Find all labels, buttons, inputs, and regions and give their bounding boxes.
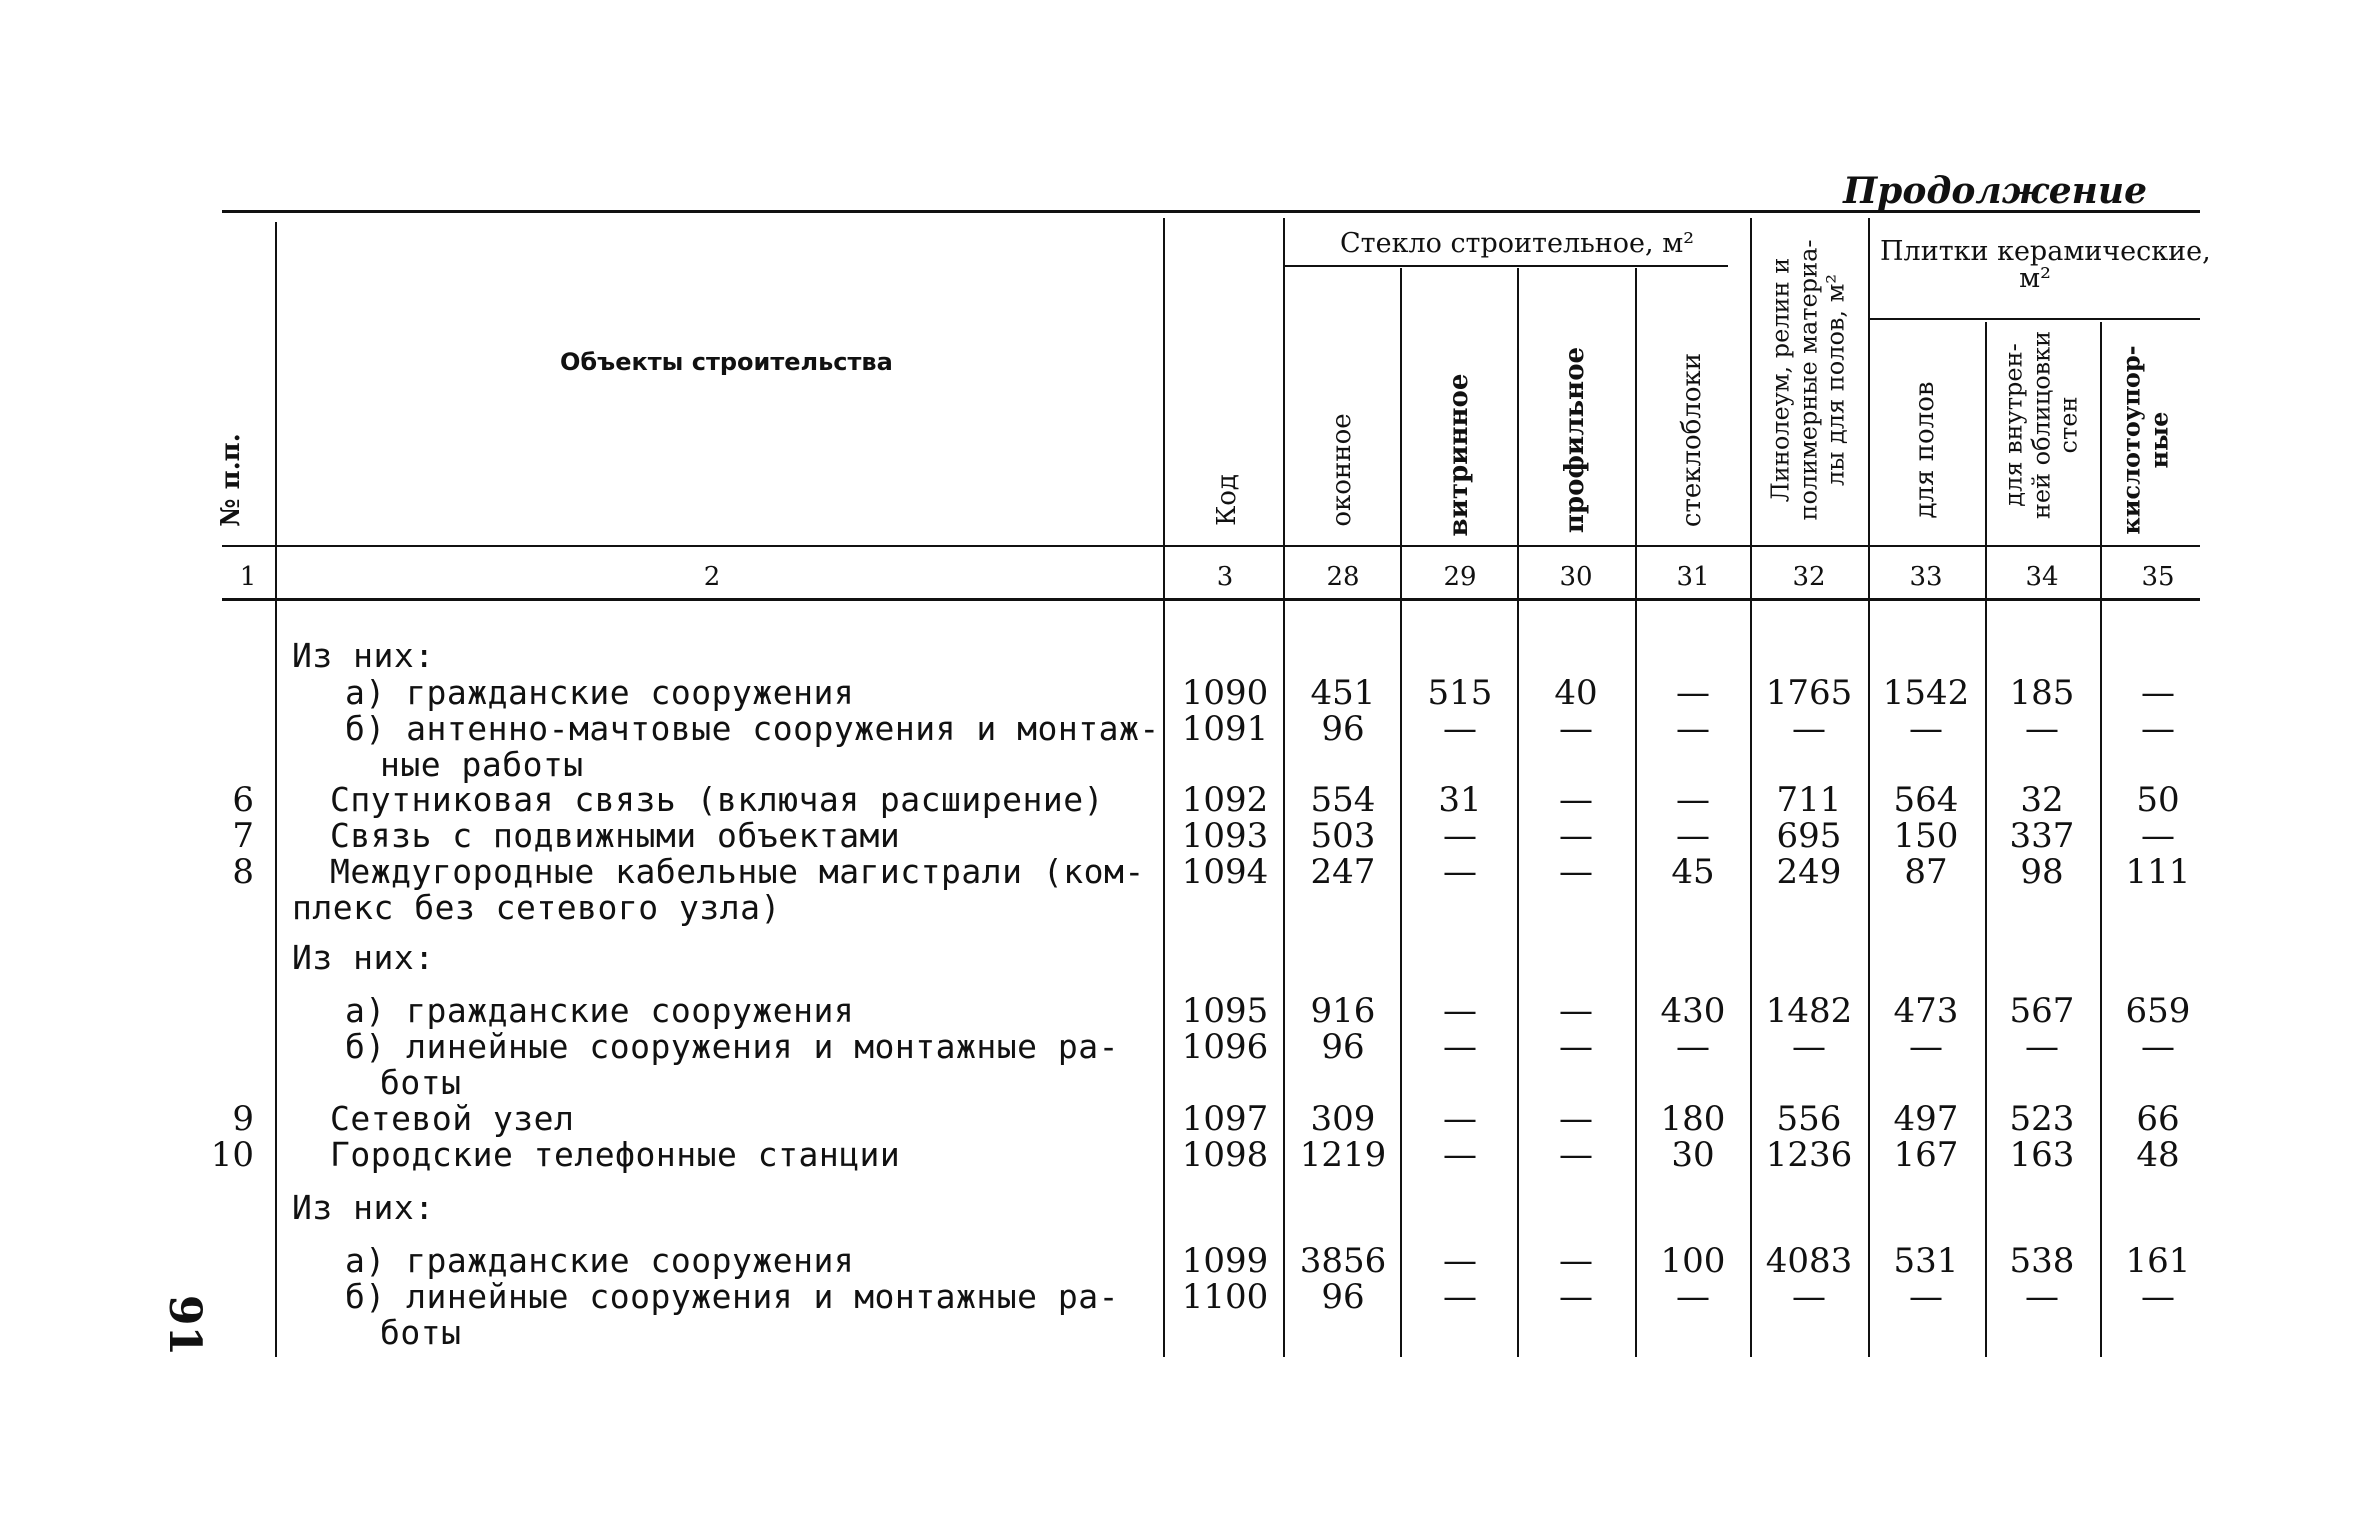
row-value: 66	[2136, 1099, 2180, 1139]
row-value: —	[1676, 780, 1710, 820]
header-glass-blocks: стеклоблоки	[1677, 352, 1708, 528]
table-row	[0, 1279, 2362, 1315]
row-value: —	[1443, 1135, 1477, 1175]
row-code: 1093	[1181, 816, 1269, 856]
tiles-group-rule	[1870, 318, 2200, 320]
row-value: 1765	[1765, 673, 1853, 713]
row-code: 1094	[1181, 852, 1269, 892]
table-row	[0, 890, 2362, 926]
row-value: 430	[1660, 991, 1726, 1031]
row-value: —	[1792, 1027, 1826, 1067]
colnum-32: 32	[1792, 562, 1826, 592]
row-value: —	[1443, 991, 1477, 1031]
header-tiles-wall: для внутрен- ней облицовки стен	[1999, 330, 2083, 520]
row-value: 531	[1893, 1241, 1959, 1281]
row-number: 10	[210, 1135, 254, 1175]
row-value: —	[1559, 780, 1593, 820]
row-value: —	[1559, 1135, 1593, 1175]
row-value: 96	[1321, 1027, 1365, 1067]
row-value: —	[1909, 1027, 1943, 1067]
row-code: 1098	[1181, 1135, 1269, 1175]
row-label: Городские телефонные станции	[330, 1135, 901, 1174]
row-label: а) гражданские сооружения	[345, 991, 855, 1030]
row-value: 96	[1321, 709, 1365, 749]
row-code: 1099	[1181, 1241, 1269, 1281]
colnum-33: 33	[1909, 562, 1943, 592]
row-value: —	[1559, 1277, 1593, 1317]
header-glass-profile: профильное	[1560, 346, 1591, 534]
row-value: —	[1559, 1241, 1593, 1281]
row-code: 1095	[1181, 991, 1269, 1031]
row-value: —	[1443, 1027, 1477, 1067]
row-value: 161	[2125, 1241, 2191, 1281]
header-tiles-group: Плитки керамические, м²	[1880, 236, 2211, 294]
colnum-3: 3	[1216, 562, 1234, 592]
row-value: —	[1676, 1027, 1710, 1067]
row-value: 48	[2136, 1135, 2180, 1175]
row-value: —	[1559, 709, 1593, 749]
header-bottom-rule	[222, 545, 2200, 547]
row-label: Сетевой узел	[330, 1099, 575, 1138]
row-number: 9	[232, 1099, 254, 1139]
row-value: 916	[1310, 991, 1376, 1031]
row-code: 1097	[1181, 1099, 1269, 1139]
row-label: б) антенно-мачтовые сооружения и монтаж-	[345, 709, 1160, 748]
colnum-35: 35	[2141, 562, 2175, 592]
row-value: 180	[1660, 1099, 1726, 1139]
header-glass-shop: витринное	[1444, 373, 1475, 537]
colnum-30: 30	[1559, 562, 1593, 592]
row-value: 515	[1427, 673, 1493, 713]
row-code: 1100	[1181, 1277, 1269, 1317]
table-row	[0, 1190, 2362, 1226]
colnum-34: 34	[2025, 562, 2059, 592]
row-value: 98	[2020, 852, 2064, 892]
row-value: —	[2025, 1277, 2059, 1317]
header-num: № п.п.	[216, 433, 247, 527]
row-value: —	[1443, 709, 1477, 749]
row-value: —	[1559, 1099, 1593, 1139]
top-rule	[222, 210, 2200, 213]
row-value: 50	[2136, 780, 2180, 820]
table-row	[0, 1243, 2362, 1279]
row-label: боты	[380, 1313, 462, 1352]
table-row	[0, 1101, 2362, 1137]
header-linoleum: Линолеум, релин и полимерные материа- лы для полов, м²	[1766, 239, 1850, 521]
row-value: 31	[1438, 780, 1482, 820]
table-row	[0, 1137, 2362, 1173]
row-value: —	[1559, 991, 1593, 1031]
row-label: ные работы	[380, 745, 584, 784]
row-code: 1091	[1181, 709, 1269, 749]
row-value: —	[1443, 1277, 1477, 1317]
row-value: 337	[2009, 816, 2075, 856]
row-value: —	[1909, 1277, 1943, 1317]
row-value: —	[1559, 816, 1593, 856]
row-value: 163	[2009, 1135, 2075, 1175]
row-value: 249	[1776, 852, 1842, 892]
row-value: —	[1909, 709, 1943, 749]
row-value: 523	[2009, 1099, 2075, 1139]
row-value: 473	[1893, 991, 1959, 1031]
row-label: Из них:	[292, 938, 435, 977]
row-label: Связь с подвижными объектами	[330, 816, 901, 855]
row-code: 1092	[1181, 780, 1269, 820]
row-value: —	[1676, 816, 1710, 856]
row-value: 309	[1310, 1099, 1376, 1139]
row-value: 503	[1310, 816, 1376, 856]
row-value: —	[2141, 1277, 2175, 1317]
table-row	[0, 1029, 2362, 1065]
table-row	[0, 993, 2362, 1029]
row-value: 556	[1776, 1099, 1842, 1139]
table-row	[0, 854, 2362, 890]
header-glass-window: оконное	[1327, 413, 1358, 527]
row-value: 1542	[1882, 673, 1970, 713]
table-row	[0, 1065, 2362, 1101]
row-value: —	[2025, 1027, 2059, 1067]
row-label: б) линейные сооружения и монтажные ра-	[345, 1277, 1119, 1316]
row-value: —	[2141, 673, 2175, 713]
row-label: а) гражданские сооружения	[345, 673, 855, 712]
row-label: б) линейные сооружения и монтажные ра-	[345, 1027, 1119, 1066]
row-label: Из них:	[292, 1188, 435, 1227]
row-value: —	[1792, 1277, 1826, 1317]
row-value: —	[1676, 1277, 1710, 1317]
row-value: 538	[2009, 1241, 2075, 1281]
header-tiles-floor: для полов	[1910, 381, 1941, 519]
table-row	[0, 818, 2362, 854]
row-value: —	[1676, 673, 1710, 713]
row-value: —	[1443, 816, 1477, 856]
row-value: 711	[1776, 780, 1842, 820]
row-value: —	[1443, 852, 1477, 892]
header-code: Код	[1212, 474, 1243, 526]
page-number: 91	[159, 1294, 211, 1357]
row-code: 1090	[1181, 673, 1269, 713]
row-value: —	[1792, 709, 1826, 749]
table-row	[0, 675, 2362, 711]
row-value: —	[2025, 709, 2059, 749]
row-value: 87	[1904, 852, 1948, 892]
colnum-29: 29	[1443, 562, 1477, 592]
glass-group-rule	[1285, 265, 1728, 267]
row-value: —	[2141, 816, 2175, 856]
row-value: 659	[2125, 991, 2191, 1031]
row-label: Из них:	[292, 636, 435, 675]
table-row	[0, 1315, 2362, 1351]
row-value: 497	[1893, 1099, 1959, 1139]
row-label: плекс без сетевого узла)	[292, 888, 781, 927]
row-value: 695	[1776, 816, 1842, 856]
row-label: Спутниковая связь (включая расширение)	[330, 780, 1104, 819]
row-value: 3856	[1299, 1241, 1387, 1281]
row-value: 96	[1321, 1277, 1365, 1317]
header-tiles-acid: кислотоупор- ные	[2116, 345, 2173, 535]
row-value: 111	[2125, 852, 2191, 892]
row-value: 100	[1660, 1241, 1726, 1281]
row-value: —	[1559, 1027, 1593, 1067]
table-row	[0, 638, 2362, 674]
row-value: 1219	[1299, 1135, 1387, 1175]
row-value: 185	[2009, 673, 2075, 713]
row-value: —	[2141, 1027, 2175, 1067]
row-value: 4083	[1765, 1241, 1853, 1281]
table-row	[0, 747, 2362, 783]
row-value: —	[2141, 709, 2175, 749]
table-row	[0, 782, 2362, 818]
row-number: 8	[232, 852, 254, 892]
row-value: 40	[1554, 673, 1598, 713]
row-value: 451	[1310, 673, 1376, 713]
row-value: 167	[1893, 1135, 1959, 1175]
row-value: 567	[2009, 991, 2075, 1031]
colnum-2: 2	[703, 562, 721, 592]
row-label: а) гражданские сооружения	[345, 1241, 855, 1280]
colnum-1: 1	[239, 562, 257, 592]
row-value: —	[1443, 1241, 1477, 1281]
row-value: 247	[1310, 852, 1376, 892]
table-row	[0, 711, 2362, 747]
row-value: 32	[2020, 780, 2064, 820]
row-value: 564	[1893, 780, 1959, 820]
colnum-bottom-rule	[222, 598, 2200, 601]
row-label: боты	[380, 1063, 462, 1102]
row-value: 554	[1310, 780, 1376, 820]
row-value: 1236	[1765, 1135, 1853, 1175]
header-glass-group: Стекло строительное, м²	[1340, 228, 1695, 259]
row-value: —	[1676, 709, 1710, 749]
header-objects: Объекты строительства	[560, 348, 893, 376]
row-value: 45	[1671, 852, 1715, 892]
row-value: —	[1443, 1099, 1477, 1139]
row-number: 6	[232, 780, 254, 820]
row-number: 7	[232, 816, 254, 856]
colnum-28: 28	[1326, 562, 1360, 592]
colnum-31: 31	[1676, 562, 1710, 592]
row-code: 1096	[1181, 1027, 1269, 1067]
row-value: 150	[1893, 816, 1959, 856]
table-row	[0, 940, 2362, 976]
row-value: 30	[1671, 1135, 1715, 1175]
row-value: —	[1559, 852, 1593, 892]
row-label: Междугородные кабельные магистрали (ком-	[330, 852, 1145, 891]
continuation-title: Продолжение	[1843, 170, 2147, 212]
row-value: 1482	[1765, 991, 1853, 1031]
